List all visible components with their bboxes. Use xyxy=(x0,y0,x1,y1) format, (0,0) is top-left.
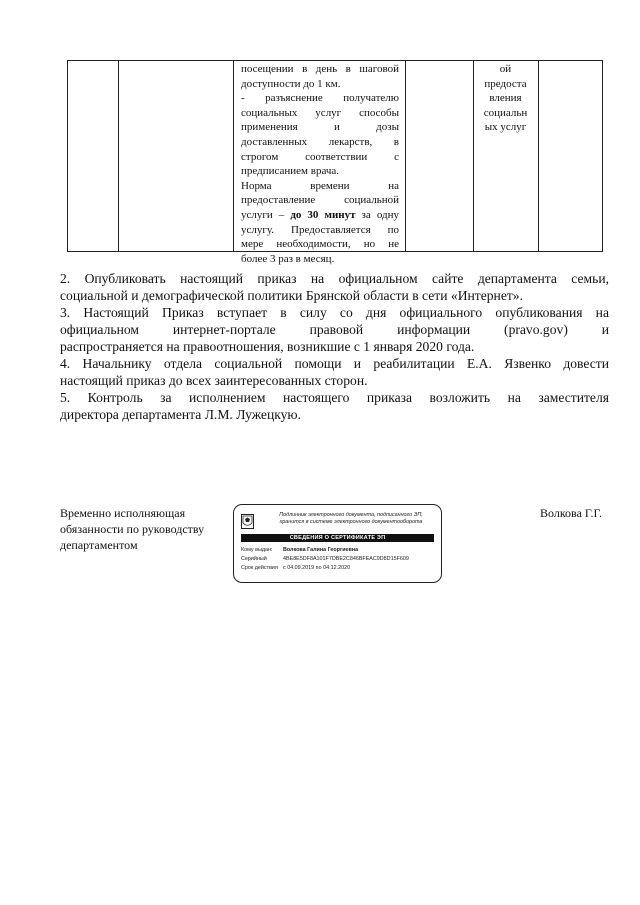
electronic-signature-stamp xyxy=(233,504,442,583)
paragraph-line: 2. Опубликовать настоящий приказ на официальном сайте департамента семьи, xyxy=(60,271,609,286)
stamp-row-validity xyxy=(241,564,350,572)
signatory-position-line: обязанности по руководству xyxy=(60,522,205,536)
table-cell-line: более 3 раз в месяц. xyxy=(241,252,335,265)
paragraph-line: распространяется на правоотношения, возникшие с 1 января 2020 года. xyxy=(60,339,475,354)
table-cell-line: - разъяснение получателю xyxy=(241,92,399,105)
services-table-fragment xyxy=(67,60,603,265)
signatory-name: Волкова Г.Г. xyxy=(540,506,603,520)
stamp-value: с 04.09.2019 по 04.12.2020 xyxy=(283,565,351,571)
paragraph-2 xyxy=(60,270,609,304)
paragraph-line: социальной и демографической политики Брянской области в сети «Интернет». xyxy=(60,288,523,303)
table-column-divider xyxy=(538,61,539,251)
table-cell-line: доставленных лекарств, в xyxy=(241,135,399,148)
signatory-position xyxy=(60,505,204,553)
table-cell-line: социальных услуг способы xyxy=(241,106,399,119)
stamp-note-line: хранится в системе электронного документооборота xyxy=(279,519,423,525)
table-cell-line: предписанием врача. xyxy=(241,165,340,178)
table-cell-line: предоста xyxy=(484,77,527,90)
table-cell-line: услугу. Предоставляется по xyxy=(241,223,399,236)
stamp-value: 4BE8E5DF8A101F7DBE2C846BFEAC9D8D15F609 xyxy=(283,556,409,562)
paragraph-line: настоящий приказ до всех заинтересованных сторон. xyxy=(60,373,368,388)
table-cell-line: вления xyxy=(489,92,522,105)
table-cell-line-with-time-norm: услуги – до 30 минут за одну xyxy=(241,208,399,221)
stamp-header: СВЕДЕНИЯ О СЕРТИФИКАТЕ ЭП xyxy=(241,534,434,542)
paragraph-4 xyxy=(60,355,609,389)
stamp-note-line: Подлинник электронного документа, подписанного ЭП, xyxy=(279,512,423,518)
paragraph-line: 5. Контроль за исполнением настоящего приказа возложить на заместителя xyxy=(60,390,609,405)
table-column-divider xyxy=(118,61,119,251)
table-cell-line: посещении в день в шаговой xyxy=(241,63,399,75)
table-cell-line: предоставление социальной xyxy=(241,194,399,207)
stamp-row-issued-to xyxy=(241,546,358,554)
paragraph-line: официальном интернет-портале правовой информации (pravo.gov) и xyxy=(60,322,609,337)
table-cell-line: строгом соответствии с xyxy=(241,150,399,163)
table-cell-line: Норма времени на xyxy=(241,179,399,192)
coat-of-arms-icon xyxy=(241,514,254,529)
paragraph-line: 4. Начальнику отдела социальной помощи и реабилитации Е.А. Язвенко довести xyxy=(60,356,609,371)
paragraph-3 xyxy=(60,304,609,355)
time-norm-bold: до 30 минут xyxy=(290,208,356,221)
table-cell-line: применения и дозы xyxy=(241,121,399,134)
table-cell-line: ой xyxy=(499,63,512,75)
table-cell-line: ых услуг xyxy=(484,121,527,134)
table-cell-line: доступности до 1 км. xyxy=(241,77,341,90)
table-cell-line: мере необходимости, но не xyxy=(241,238,399,251)
paragraph-line: 3. Настоящий Приказ вступает в силу со дня официального опубликования на xyxy=(60,305,609,320)
signatory-position-line: Временно исполняющая xyxy=(60,506,186,520)
stamp-label: Серийный xyxy=(241,556,267,562)
stamp-note xyxy=(266,512,436,526)
stamp-label: Кому выдан: xyxy=(241,547,273,553)
stamp-label: Срок действия xyxy=(241,565,278,571)
provision-form-cell xyxy=(473,62,538,135)
signatory-position-line: департаментом xyxy=(60,538,138,552)
table-column-divider xyxy=(233,61,234,251)
paragraph-5 xyxy=(60,389,609,423)
service-description-cell xyxy=(241,62,399,266)
stamp-row-serial xyxy=(241,555,409,563)
stamp-value: Волкова Галина Георгиевна xyxy=(283,547,359,553)
table-column-divider xyxy=(405,61,406,251)
table-cell-line: социальн xyxy=(483,106,528,119)
paragraph-line: директора департамента Л.М. Лужецкую. xyxy=(60,407,301,422)
